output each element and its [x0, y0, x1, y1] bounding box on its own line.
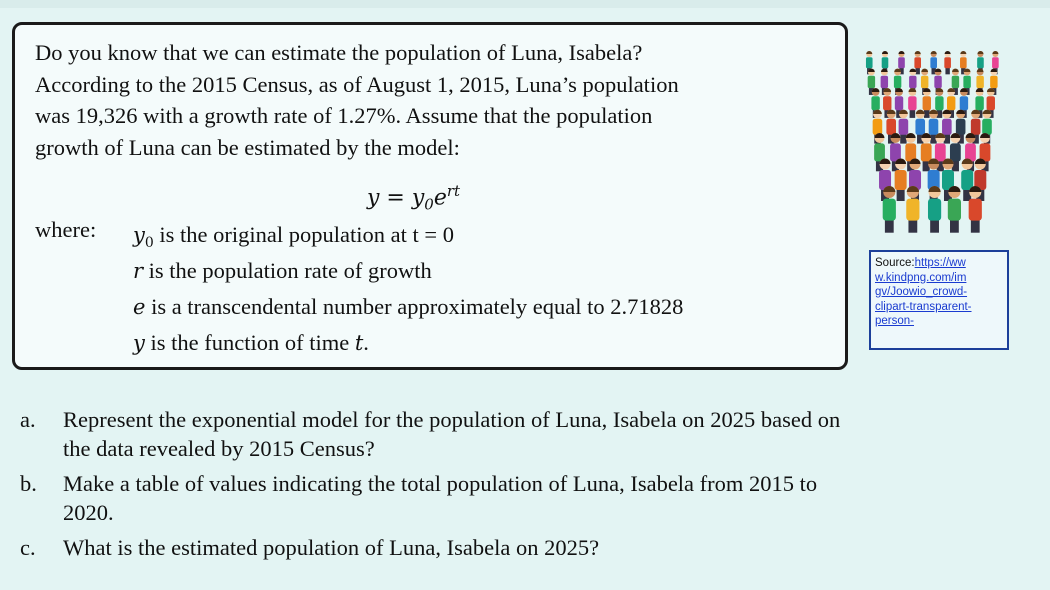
question-item [20, 406, 1040, 463]
definition-text: is a transcendental number approximately equal to 2.71828 [145, 294, 684, 319]
intro-paragraph [35, 37, 835, 163]
crowd-person [969, 186, 982, 233]
definition-item [133, 325, 833, 361]
definition-item [133, 289, 833, 325]
crowd-person [895, 159, 907, 202]
definition-symbol: r [133, 259, 144, 283]
growth-formula [367, 182, 460, 214]
source-link[interactable]: https://ww [914, 257, 966, 269]
crowd-person [948, 186, 961, 233]
question-line: the data revealed by 2015 Census? [63, 435, 375, 461]
definition-item [133, 253, 833, 289]
definition-item [133, 217, 833, 253]
question-line: What is the estimated population of Luna, Isabela on 2025? [63, 535, 600, 560]
definition-tail: . [363, 330, 369, 355]
intro-line: was 19,326 with a growth rate of 1.27%. Assume that the population [35, 103, 653, 128]
definition-text: is the original population at t = 0 [153, 222, 454, 247]
definition-symbol: e [133, 295, 146, 319]
crowd-person [944, 51, 951, 74]
intro-line: Do you know that we can estimate the population of Luna, Isabela? [35, 40, 643, 65]
source-citation [869, 250, 1009, 350]
question-list [20, 406, 1040, 570]
source-link[interactable]: w.kindpng.com/im [875, 271, 967, 284]
crowd-person [883, 186, 896, 233]
formula-lhs: y = y [367, 185, 425, 211]
question-marker: b. [20, 471, 37, 496]
intro-line: growth of Luna can be estimated by the model: [35, 134, 460, 160]
question-marker: a. [20, 407, 36, 432]
source-label: Source: [875, 257, 915, 269]
definition-text: is the function of time [144, 330, 355, 355]
crowd-illustration [858, 32, 1008, 242]
definition-list [133, 217, 833, 361]
formula-base: e [433, 185, 447, 211]
intro-line: According to the 2015 Census, as of August 1, 2015, Luna’s population [35, 71, 679, 97]
info-box [12, 22, 848, 370]
formula-subscript: 0 [424, 195, 434, 214]
source-link[interactable]: gv/Joowio_crowd- [875, 286, 968, 298]
question-item [20, 534, 1040, 563]
source-link[interactable]: clipart-transparent- [875, 300, 972, 313]
top-cropped-strip [0, 0, 1050, 8]
definition-symbol: y [133, 223, 145, 247]
definition-symbol: y [133, 331, 145, 355]
source-link[interactable]: person- [875, 315, 914, 327]
definition-tail-symbol: t [354, 331, 364, 355]
crowd-person [928, 186, 941, 233]
where-label: where: [35, 217, 97, 242]
crowd-person [908, 88, 916, 118]
question-line: Make a table of values indicating the total population of Luna, Isabela from 2015 to [63, 471, 818, 496]
question-item [20, 470, 1040, 527]
definition-subscript: 0 [144, 235, 154, 252]
crowd-person [906, 186, 919, 233]
question-line: 2020. [63, 499, 114, 525]
question-marker: c. [20, 535, 36, 560]
formula-exponent: rt [446, 182, 461, 200]
definition-text: is the population rate of growth [143, 258, 432, 283]
question-line: Represent the exponential model for the population of Luna, Isabela on 2025 based on [63, 407, 841, 432]
